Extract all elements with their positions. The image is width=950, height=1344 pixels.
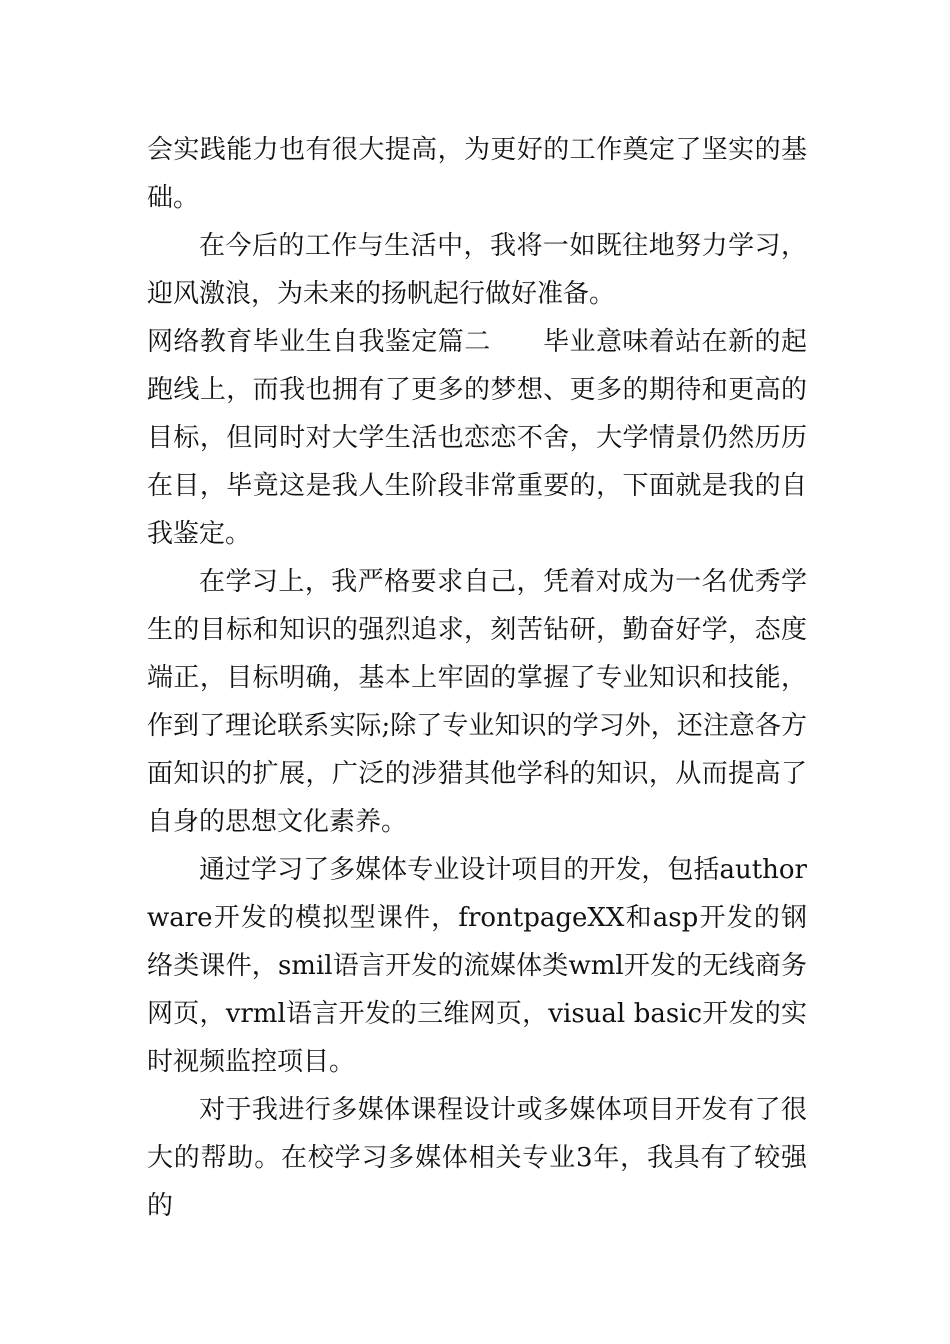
paragraph-6: 对于我进行多媒体课程设计或多媒体项目开发有了很大的帮助。在校学习多媒体相关专业3年，我具有了较强的 bbox=[147, 1095, 807, 1221]
paragraph-3-text: 毕业意味着站在新的起跑线上，而我也拥有了更多的梦想、更多的期待和更高的目标，但同时对大学生活也恋恋不舍，大学情景仍然历历在目，毕竟这是我人生阶段非常重要的，下面就是我的自我鉴定。 bbox=[147, 327, 807, 549]
paragraph-2: 在今后的工作与生活中，我将一如既往地努力学习，迎风激浪，为未来的扬帆起行做好准备。 bbox=[147, 231, 807, 309]
paragraph-1: 会实践能力也有很大提高，为更好的工作奠定了坚实的基础。 bbox=[147, 135, 807, 213]
paragraph-3 bbox=[147, 318, 807, 558]
paragraph-4: 在学习上，我严格要求自己，凭着对成为一名优秀学生的目标和知识的强烈追求，刻苦钻研，勤奋好学，态度端正，目标明确，基本上牢固的掌握了专业知识和技能，作到了理论联系实际;除了专业知识的学习外，还注意各方面知识的扩展，广泛的涉猎其他学科的知识，从而提高了自身的思想文化素养。 bbox=[147, 567, 807, 837]
paragraph-5: 通过学习了多媒体专业设计项目的开发，包括authorware开发的模拟型课件，frontpageXX和asp开发的钢络类课件，smil语言开发的流媒体类wml开发的无线商务网页，vrml语言开发的三维网页，visual basic开发的实时视频监控项目。 bbox=[147, 855, 807, 1077]
document-body bbox=[147, 126, 807, 1230]
section-heading: 网络教育毕业生自我鉴定篇二 bbox=[147, 327, 491, 357]
